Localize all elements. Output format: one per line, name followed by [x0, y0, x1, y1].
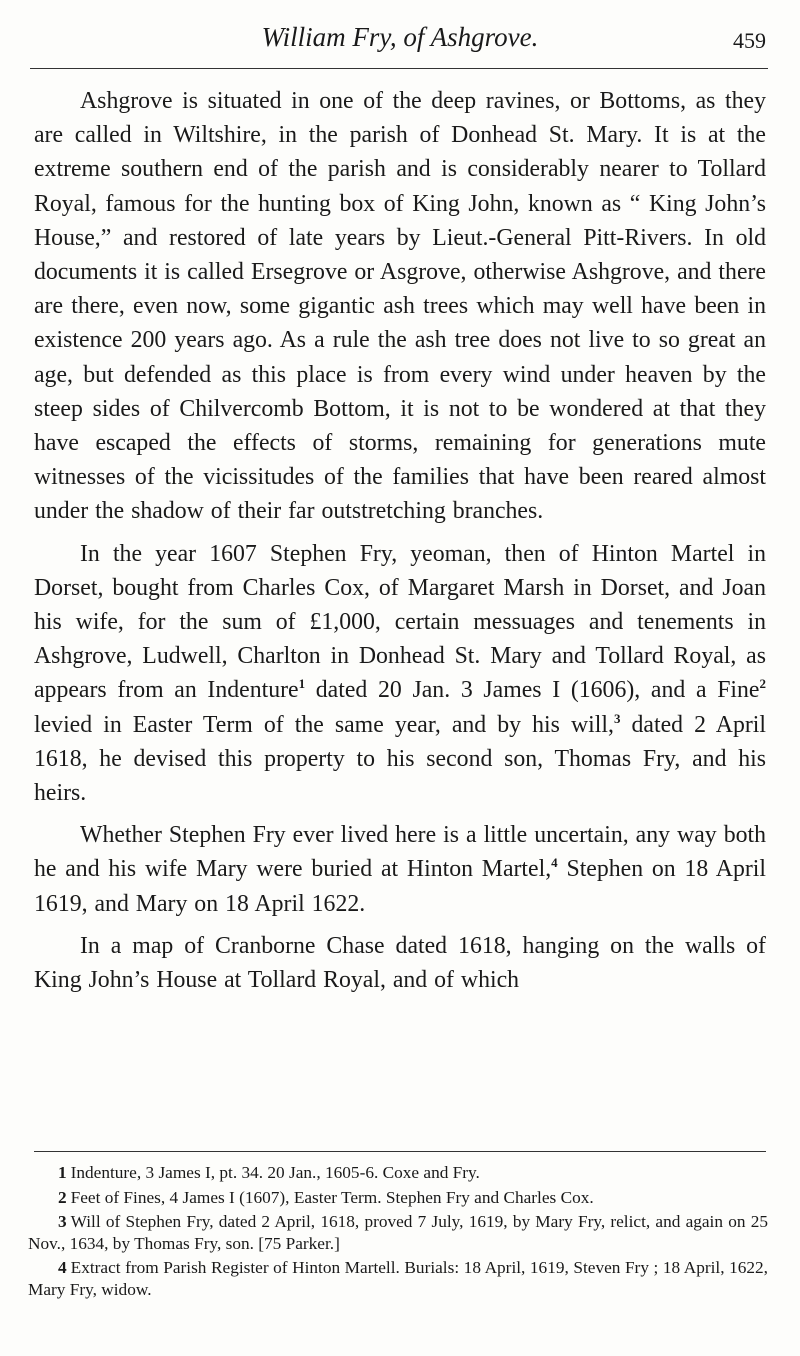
footnote-text: Extract from Parish Register of Hinton Martell. Burials: 18 April, 1619, Steven Fry ; 18 April, 1622, Mary Fry, widow.: [28, 1258, 768, 1299]
footnotes: [28, 1162, 768, 1303]
running-title: William Fry, of Ashgrove.: [261, 22, 539, 52]
footnote-ref-2[interactable]: 2: [759, 676, 766, 692]
paragraph-4: In a map of Cranborne Chase dated 1618, hanging on the walls of King John’s House at Tollard Royal, and of which: [34, 932, 766, 994]
page-number: 459: [733, 28, 766, 53]
footnote-rule: [34, 1151, 766, 1152]
footnote-3: [28, 1211, 768, 1254]
footnote-number: 4: [58, 1258, 67, 1277]
footnote-ref-4[interactable]: 4: [551, 855, 558, 871]
header-rule: [30, 68, 768, 69]
footnote-2: [28, 1187, 768, 1209]
paragraph-3: Whether Stephen Fry ever lived here is a little uncertain, any way both he and his wife Mary were buried at Hinton Martel,$^4$ Stephen on 18 April 1619, and Mary on 18 April 1622.: [34, 822, 766, 917]
footnote-4: [28, 1257, 768, 1300]
footnote-number: 3: [58, 1212, 67, 1231]
book-page: [28, 0, 768, 1356]
footnote-1: [28, 1162, 768, 1184]
footnote-text: Feet of Fines, 4 James I (1607), Easter Term. Stephen Fry and Charles Cox.: [70, 1187, 594, 1207]
body-text: [34, 84, 766, 1005]
footnote-text: Will of Stephen Fry, dated 2 April, 1618, proved 7 July, 1619, by Mary Fry, relict, and again on 25 Nov., 1634, by Thomas Fry, son. [75 Parker.]: [28, 1212, 768, 1253]
footnote-text: Indenture, 3 James I, pt. 34. 20 Jan., 1605-6. Coxe and Fry.: [70, 1163, 480, 1182]
footnote-ref-1[interactable]: 1: [298, 676, 306, 692]
page-header: [34, 22, 766, 62]
footnote-ref-3[interactable]: 3: [613, 710, 621, 726]
footnote-number: 1: [58, 1163, 67, 1182]
paragraph-2: In the year 1607 Stephen Fry, yeoman, then of Hinton Martel in Dorset, bought from Charles Cox, of Margaret Marsh in Dorset, and Joan his wife, for the sum of £1,000, certain messuages and tenements in Ashgrove, Ludwell, Charlton in Donhead St. Mary and Tollard Royal, as appears from an Indenture$^1$ dated 20 Jan. 3 James I (1606), and a Fine$^2$ levied in Easter Term of the same year, and by his will,$^3$ dated 2 April 1618, he devised this property to his second son, Thomas Fry, and his heirs.: [34, 540, 767, 807]
footnote-number: 2: [58, 1187, 67, 1207]
paragraph-1: Ashgrove is situated in one of the deep ravines, or Bottoms, as they are called in Wiltshire, in the parish of Donhead St. Mary. It is at the extreme southern end of the parish and is considerably nearer to Tollard Royal, famous for the hunting box of King John, known as “ King John’s House,” and restored of late years by Lieut.-General Pitt-Rivers. In old documents it is called Ersegrove or Asgrove, otherwise Ashgrove, and there are there, even now, some gigantic ash trees which may well have been in existence 200 years ago. As a rule the ash tree does not live to so great an age, but defended as this place is from every wind under heaven by the steep sides of Chilvercomb Bottom, it is not to be wondered at that they have escaped the effects of storms, remaining for generations mute witnesses of the vicissitudes of the families that have been reared almost under the shadow of their far outstretching branches.: [34, 88, 766, 525]
